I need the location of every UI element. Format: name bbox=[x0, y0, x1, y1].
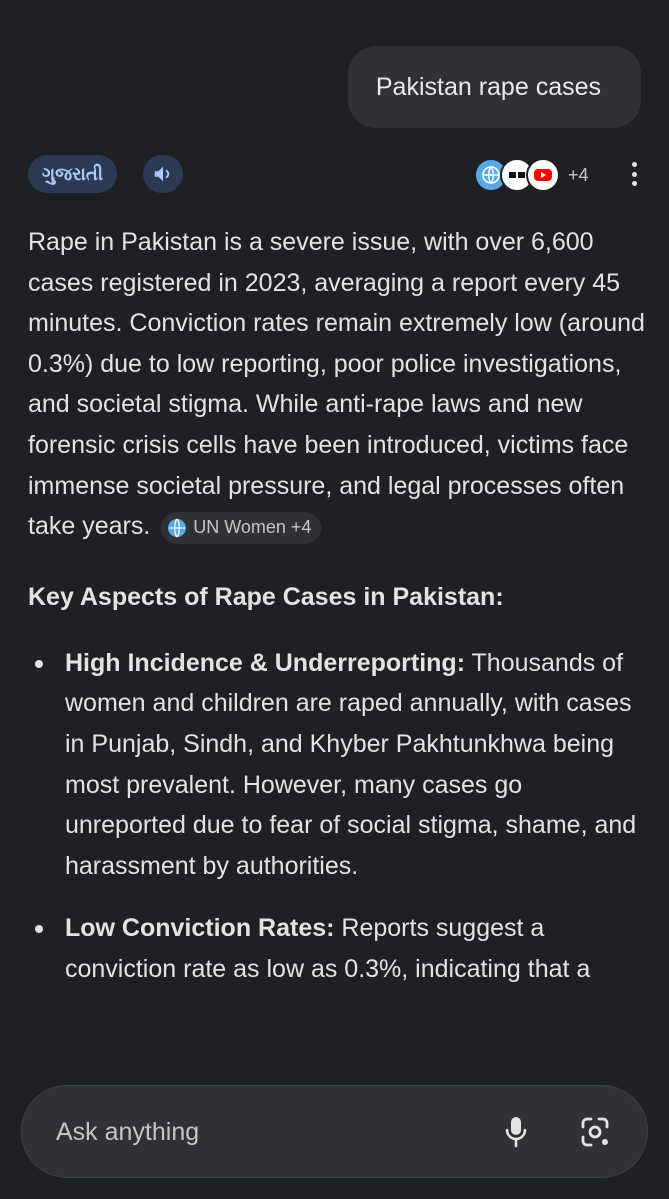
mic-icon bbox=[498, 1113, 534, 1151]
aspects-list bbox=[28, 643, 648, 990]
lens-icon bbox=[577, 1113, 613, 1151]
globe-icon bbox=[167, 518, 187, 538]
list-item-text: Reports suggest a conviction rate as low as 0.3%, indicating that a bbox=[65, 914, 591, 983]
section-heading: Key Aspects of Rape Cases in Pakistan: bbox=[28, 582, 504, 611]
citation-label: UN Women +4 bbox=[193, 517, 312, 538]
list-item-title: High Incidence & Underreporting: bbox=[65, 648, 466, 677]
intro-text: Rape in Pakistan is a severe issue, with over 6,600 cases registered in 2023, averaging a report every 45 minutes. Conviction rates remain extremely low (around 0.3%) due to low reporting, poor police investigations, and societal stigma. While anti-rape laws and new forensic crisis cells have been introduced, victims face immense societal pressure, and legal processes often take years. bbox=[28, 228, 645, 541]
list-item-title: Low Conviction Rates: bbox=[65, 914, 335, 943]
listen-button[interactable] bbox=[143, 155, 183, 193]
lens-button[interactable] bbox=[577, 1113, 613, 1151]
list-item bbox=[28, 908, 648, 989]
response-toolbar bbox=[28, 155, 641, 195]
speaker-icon bbox=[152, 163, 174, 185]
more-vert-icon[interactable] bbox=[627, 159, 641, 189]
user-query-bubble bbox=[348, 46, 641, 128]
sources-button[interactable] bbox=[474, 157, 589, 193]
response-body bbox=[28, 222, 648, 1067]
user-query-text: Pakistan rape cases bbox=[375, 72, 601, 101]
sources-more-count: +4 bbox=[568, 164, 589, 185]
mic-button[interactable] bbox=[498, 1113, 534, 1151]
list-item bbox=[28, 643, 648, 887]
citation-chip[interactable] bbox=[161, 512, 321, 544]
response-intro bbox=[28, 222, 648, 547]
language-chip[interactable] bbox=[28, 155, 117, 193]
language-label: ગુજરાતી bbox=[42, 163, 103, 184]
ask-input[interactable] bbox=[56, 1086, 476, 1179]
youtube-icon bbox=[526, 158, 560, 192]
list-item-text: Thousands of women and children are raped annually, with cases in Punjab, Sindh, and Khyber Pakhtunkhwa being most prevalent. However, many cases go unreported due to fear of social stigma, shame, and harassment by authorities. bbox=[65, 648, 637, 880]
composer-bar bbox=[21, 1085, 648, 1178]
